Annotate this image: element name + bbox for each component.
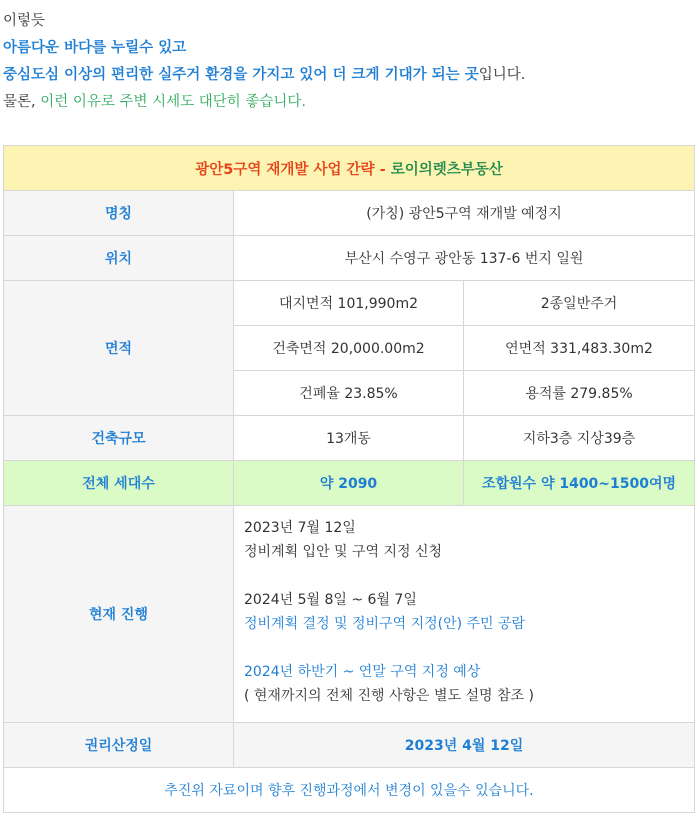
table-row bbox=[4, 236, 695, 281]
area-label: 면적 bbox=[4, 281, 234, 416]
total-floor-area: 연면적 331,483.30m2 bbox=[464, 326, 695, 371]
site-area: 대지면적 101,990m2 bbox=[234, 281, 464, 326]
intro-line-3-end: 입니다. bbox=[478, 67, 526, 83]
households-label: 전체 세대수 bbox=[4, 461, 234, 506]
table-title-separator: - bbox=[374, 161, 391, 178]
progress-step-3 bbox=[244, 660, 694, 708]
progress-details bbox=[234, 506, 695, 723]
floors: 지하3층 지상39층 bbox=[464, 416, 695, 461]
rights-row bbox=[4, 723, 695, 768]
table-row bbox=[4, 191, 695, 236]
rights-date: 2023년 4월 12일 bbox=[234, 723, 695, 768]
floor-area-ratio: 용적률 279.85% bbox=[464, 371, 695, 416]
project-summary-table bbox=[3, 145, 695, 813]
members-value: 조합원수 약 1400~1500여명 bbox=[464, 461, 695, 506]
progress-step-1 bbox=[244, 516, 694, 564]
intro-line-4-highlight: 이런 이유로 주변 시세도 대단히 좋습니다. bbox=[40, 94, 307, 110]
coverage-ratio: 건폐율 23.85% bbox=[234, 371, 464, 416]
buildings-count: 13개동 bbox=[234, 416, 464, 461]
progress-date-1: 2023년 7월 12일 bbox=[244, 520, 356, 536]
progress-item-2: 정비계획 결정 및 정비구역 지정(안) 주민 공람 bbox=[244, 616, 526, 632]
table-title-main: 광안5구역 재개발 사업 간략 bbox=[195, 161, 375, 178]
table-row bbox=[4, 281, 695, 326]
intro-line-3 bbox=[3, 62, 693, 89]
name-label: 명칭 bbox=[4, 191, 234, 236]
intro-line-1: 이렇듯 bbox=[3, 13, 46, 29]
progress-row bbox=[4, 506, 695, 723]
intro-line-3-highlight: 중심도심 이상의 편리한 실주거 환경을 가지고 있어 더 크게 기대가 되는 곳 bbox=[3, 67, 479, 83]
intro-line-4-start: 물론, bbox=[3, 94, 41, 110]
footer-row bbox=[4, 768, 695, 813]
table-title bbox=[4, 146, 695, 191]
progress-note: ( 현재까지의 전체 진행 사항은 별도 설명 참조 ) bbox=[244, 688, 534, 704]
intro-line-4 bbox=[3, 89, 693, 116]
households-row bbox=[4, 461, 695, 506]
name-value: (가칭) 광안5구역 재개발 예정지 bbox=[234, 191, 695, 236]
table-title-sub: 로이의렛츠부동산 bbox=[390, 161, 503, 178]
table-title-row bbox=[4, 146, 695, 191]
scale-label: 건축규모 bbox=[4, 416, 234, 461]
building-area: 건축면적 20,000.00m2 bbox=[234, 326, 464, 371]
households-value: 약 2090 bbox=[234, 461, 464, 506]
intro-text bbox=[3, 8, 693, 116]
intro-line-2: 아름다운 바다를 누릴수 있고 bbox=[3, 40, 187, 56]
progress-step-2 bbox=[244, 588, 694, 636]
location-label: 위치 bbox=[4, 236, 234, 281]
table-row bbox=[4, 416, 695, 461]
footer-note: 추진위 자료이며 향후 진행과정에서 변경이 있을수 있습니다. bbox=[4, 768, 695, 813]
progress-date-2: 2024년 5월 8일 ~ 6월 7일 bbox=[244, 592, 417, 608]
progress-item-3: 2024년 하반기 ~ 연말 구역 지정 예상 bbox=[244, 664, 481, 680]
location-value: 부산시 수영구 광안동 137-6 번지 일원 bbox=[234, 236, 695, 281]
rights-label: 권리산정일 bbox=[4, 723, 234, 768]
progress-label: 현재 진행 bbox=[4, 506, 234, 723]
zoning: 2종일반주거 bbox=[464, 281, 695, 326]
progress-item-1: 정비계획 입안 및 구역 지정 신청 bbox=[244, 544, 443, 560]
